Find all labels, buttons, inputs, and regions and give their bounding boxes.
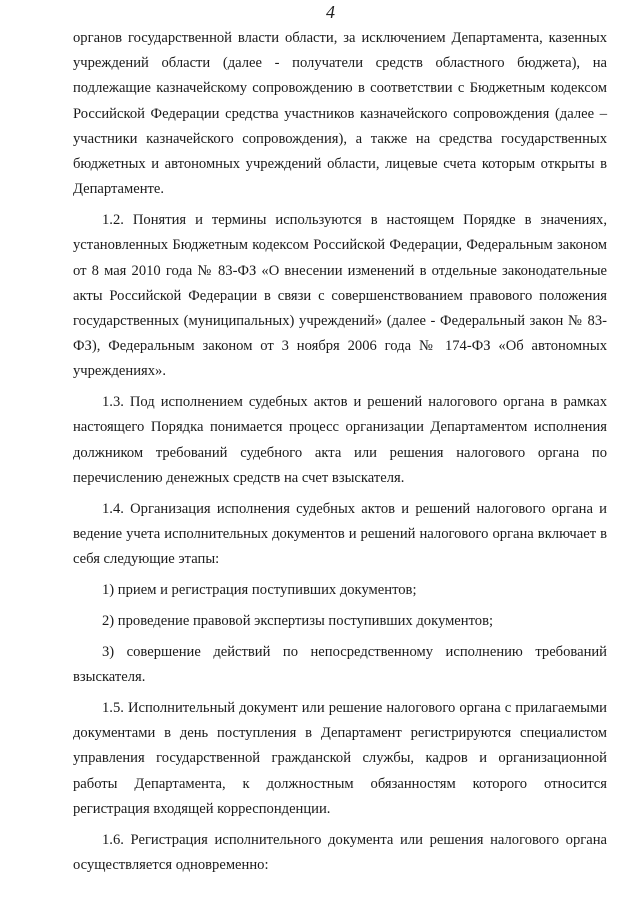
paragraph-1-4: 1.4. Организация исполнения судебных актов и решений налогового органа и ведение учета исполнительных документов и решений налогового органа включает в себя следующие этапы: — [73, 500, 607, 568]
page-number: 4 — [326, 2, 335, 22]
list-item-1: 1) прием и регистрация поступивших документов; — [102, 582, 417, 599]
paragraph-1-3: 1.3. Под исполнением судебных актов и решений налогового органа в рамках настоящего Порядка понимается процесс организации Департаментом исполнения должником требований судебного акта или решения налогового органа по перечислению денежных средств на счет взыскателя. — [73, 394, 607, 486]
paragraph-1-2: 1.2. Понятия и термины используются в настоящем Порядке в значениях, установленных Бюджетным кодексом Российской Федерации, Федеральным законом от 8 мая 2010 года № 83-ФЗ «О внесении изменений в отдельные законодательные акты Российской Федерации в связи с совершенствованием правового положения государственных (муниципальных) учреждений» (далее - Федеральный закон № 83-ФЗ), Федеральным законом от 3 ноября 2006 года № 174-ФЗ «Об автономных учреждениях». — [73, 212, 607, 380]
list-item-2: 2) проведение правовой экспертизы поступивших документов; — [102, 612, 494, 629]
paragraph-1-6: 1.6. Регистрация исполнительного документа или решения налогового органа осуществляется одновременно: — [73, 831, 607, 873]
paragraph-continuation: органов государственной власти области, за исключением Департамента, казенных учреждений области (далее - получатели средств областного бюджета), на подлежащие казначейскому сопровождению в соответствии с Бюджетным кодексом Российской Федерации средства участников казначейского сопровождения (далее – участники казначейского сопровождения), а также на средства государственных бюджетных и автономных учреждений области, лицевые счета которым открыты в Департаменте. — [73, 30, 607, 198]
paragraph-1-5: 1.5. Исполнительный документ или решение налогового органа с прилагаемыми документами в день поступления в Департамент регистрируются специалистом управления государственной гражданской службы, кадров и организационной работы Департамента, к должностным обязанностям которого относится регистрация входящей корреспонденции. — [73, 699, 607, 817]
list-item-3: 3) совершение действий по непосредственному исполнению требований взыскателя. — [73, 643, 607, 685]
document-body — [73, 26, 607, 878]
